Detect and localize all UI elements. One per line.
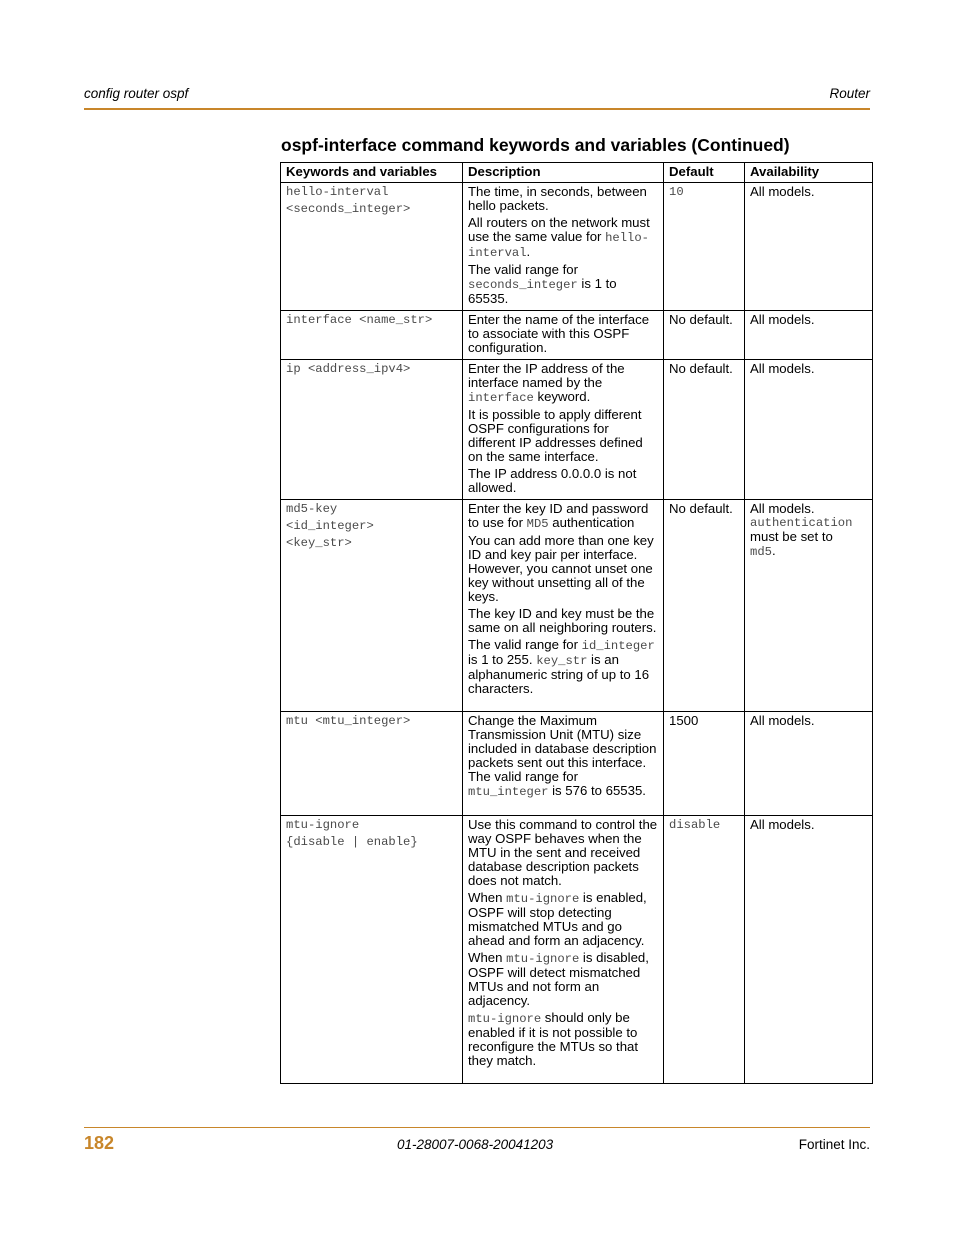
- column-header-availability: Availability: [745, 163, 873, 183]
- table-row: [281, 311, 873, 360]
- code-run: id_integer: [581, 639, 655, 653]
- default-cell: No default.: [664, 500, 745, 712]
- table-row: [281, 360, 873, 500]
- availability-text: [750, 544, 868, 559]
- code-run: key_str: [536, 654, 588, 668]
- running-header-section: config router ospf: [84, 86, 189, 101]
- text-run: must be set to: [750, 529, 833, 544]
- text-run: .: [771, 543, 776, 558]
- availability-cell: All models.: [745, 816, 873, 1084]
- description-paragraph: [468, 263, 659, 306]
- column-header-default: Default: [664, 163, 745, 183]
- description-cell: [463, 183, 664, 311]
- text-run: is enabled, OSPF will stop detecting mismatched MTUs and go ahead and form an adjacency.: [468, 890, 647, 948]
- keyword-text: mtu <mtu_integer>: [286, 714, 411, 728]
- code-run: mtu-ignore: [506, 892, 580, 906]
- text-run: Enter the IP address of the interface named by the: [468, 361, 625, 390]
- description-paragraph: It is possible to apply different OSPF configurations for different IP addresses defined on the same interface.: [468, 407, 643, 464]
- description-paragraph: [468, 362, 659, 405]
- keyword-cell: [281, 712, 463, 816]
- default-cell: 1500: [664, 712, 745, 816]
- description-cell: [463, 712, 664, 816]
- page-number: 182: [84, 1133, 115, 1153]
- text-run: is disabled, OSPF will detect mismatched MTUs and not form an adjacency.: [468, 950, 649, 1008]
- document-number: 01-28007-0068-20041203: [397, 1137, 554, 1152]
- code-run: MD5: [526, 517, 549, 531]
- availability-text: All models.: [750, 501, 815, 516]
- text-run: Enter the key ID and password to use for: [468, 501, 649, 530]
- table-title: ospf-interface command keywords and variables (Continued): [281, 135, 790, 155]
- keyword-text: mtu-ignore: [286, 818, 360, 832]
- code-run: hello-interval: [468, 231, 649, 260]
- description-paragraph: [468, 502, 659, 531]
- description-cell: [463, 360, 664, 500]
- keyword-cell: [281, 500, 463, 712]
- availability-cell: All models.: [745, 712, 873, 816]
- keyword-variable: <id_integer>: [286, 519, 374, 533]
- keyword-variable: <key_str>: [286, 536, 352, 550]
- description-paragraph: The time, in seconds, between hello packets.: [468, 184, 647, 213]
- text-run: The valid range for: [468, 637, 582, 652]
- description-cell: [463, 311, 664, 360]
- keywords-table: [280, 162, 873, 1084]
- code-run: seconds_integer: [468, 278, 578, 292]
- keyword-variable: <seconds_integer>: [286, 202, 411, 216]
- text-run: is an alphanumeric string of up to 16 characters.: [468, 652, 650, 696]
- column-header-keywords: Keywords and variables: [281, 163, 463, 183]
- table-row: [281, 500, 873, 712]
- default-cell: No default.: [664, 311, 745, 360]
- availability-cell: All models.: [745, 360, 873, 500]
- keyword-text: interface <name_str>: [286, 313, 433, 327]
- text-run: authentication: [548, 515, 635, 530]
- availability-cell: All models.: [745, 311, 873, 360]
- header-rule: [84, 108, 870, 110]
- code-run: mtu_integer: [468, 785, 549, 799]
- description-cell: [463, 500, 664, 712]
- availability-cell: [745, 500, 873, 712]
- table-row: [281, 816, 873, 1084]
- description-paragraph: Use this command to control the way OSPF behaves when the MTU in the sent and received database description packets does not match.: [468, 817, 658, 888]
- column-header-description: Description: [463, 163, 664, 183]
- text-run: Change the Maximum Transmission Unit (MTU) size included in database description packets sent out this interface. The valid range for: [468, 713, 657, 784]
- description-paragraph: [468, 714, 659, 799]
- default-cell: disable: [664, 816, 745, 1084]
- text-run: is 576 to 65535.: [548, 783, 646, 798]
- text-run: should only be enabled if it is not possible to reconfigure the MTUs so that they match.: [468, 1010, 639, 1068]
- availability-cell: All models.: [745, 183, 873, 311]
- footer-rule: [84, 1127, 870, 1128]
- description-paragraph: [468, 638, 659, 696]
- keyword-text: ip <address_ipv4>: [286, 362, 411, 376]
- description-cell: [463, 816, 664, 1084]
- code-run: mtu-ignore: [468, 1012, 542, 1026]
- description-paragraph: [468, 891, 659, 948]
- text-run: is 1 to 255.: [468, 652, 537, 667]
- default-cell: 10: [664, 183, 745, 311]
- table-row: [281, 712, 873, 816]
- running-header-chapter: Router: [829, 86, 870, 101]
- text-run: When: [468, 950, 507, 965]
- keyword-variable: {disable | enable}: [286, 835, 418, 849]
- keyword-cell: [281, 183, 463, 311]
- code-run: mtu-ignore: [506, 952, 580, 966]
- keyword-cell: [281, 311, 463, 360]
- description-paragraph: You can add more than one key ID and key pair per interface. However, you cannot unset one key without unsetting all of the keys.: [468, 533, 654, 604]
- description-paragraph: The IP address 0.0.0.0 is not allowed.: [468, 466, 637, 495]
- code-run: authentication: [750, 516, 853, 530]
- text-run: All routers on the network must use the same value for: [468, 215, 650, 244]
- keyword-cell: [281, 816, 463, 1084]
- description-paragraph: [468, 1011, 659, 1068]
- code-run: md5: [750, 545, 772, 559]
- text-run: When: [468, 890, 507, 905]
- text-run: The valid range for: [468, 262, 578, 277]
- code-run: interface: [468, 391, 534, 405]
- text-run: is 1 to 65535.: [468, 276, 617, 306]
- availability-text: [750, 530, 868, 544]
- default-cell: No default.: [664, 360, 745, 500]
- description-paragraph: [468, 216, 659, 260]
- table-row: [281, 183, 873, 311]
- description-paragraph: [468, 951, 659, 1008]
- description-paragraph: The key ID and key must be the same on all neighboring routers.: [468, 606, 657, 635]
- keyword-text: hello-interval: [286, 185, 389, 199]
- text-run: .: [526, 244, 531, 259]
- table-header-row: [281, 163, 873, 183]
- description-paragraph: Enter the name of the interface to associate with this OSPF configuration.: [468, 312, 650, 355]
- company-name: Fortinet Inc.: [798, 1137, 870, 1152]
- keyword-text: md5-key: [286, 502, 338, 516]
- keyword-cell: [281, 360, 463, 500]
- text-run: keyword.: [533, 389, 591, 404]
